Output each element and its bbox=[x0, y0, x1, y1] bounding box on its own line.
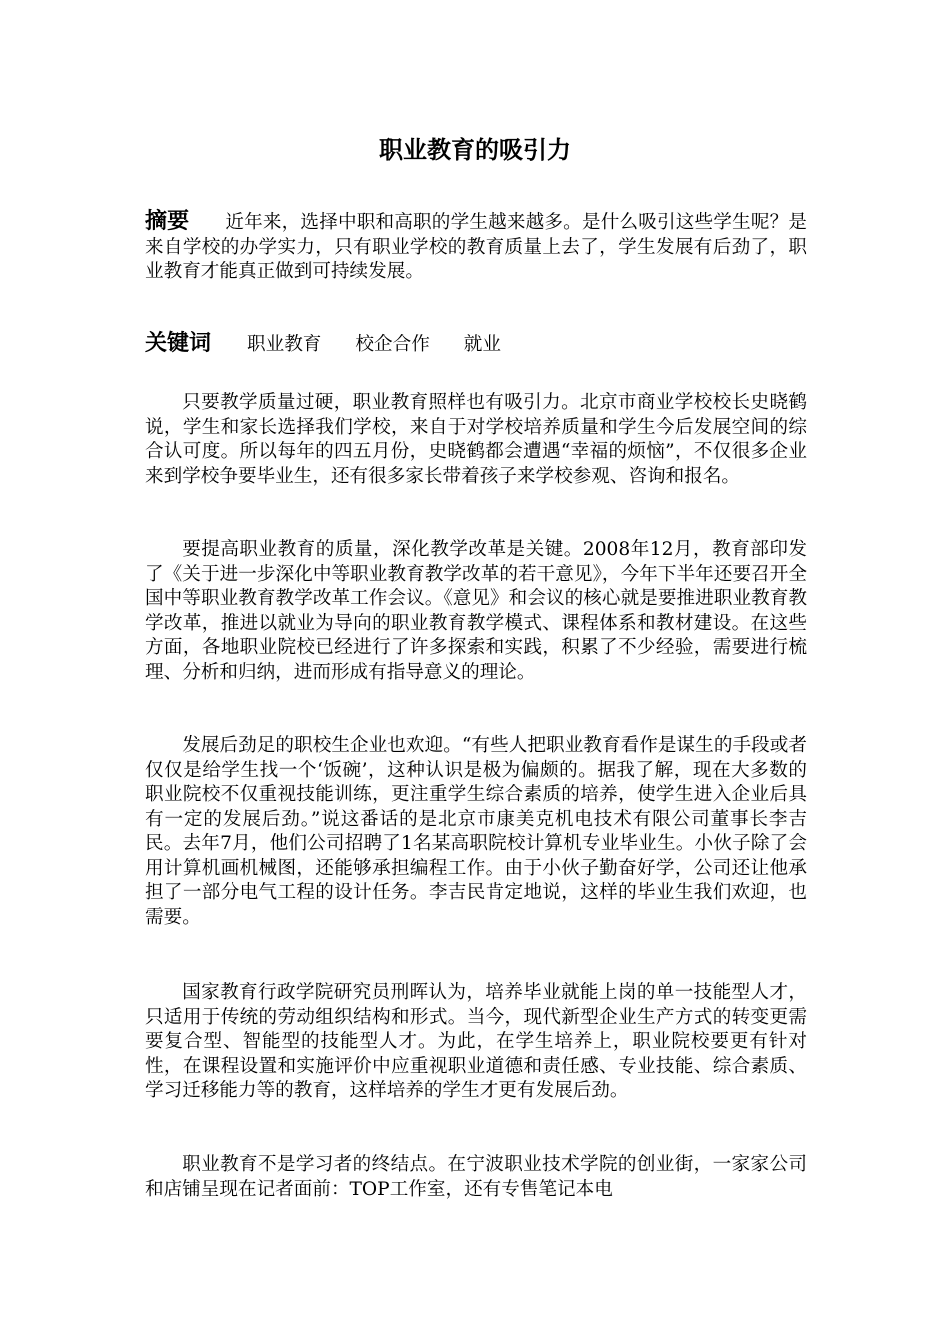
keywords-label: 关键词 bbox=[145, 331, 212, 356]
keywords-section bbox=[145, 332, 807, 358]
body-paragraph: 国家教育行政学院研究员刑晖认为，培养毕业就能上岗的单一技能型人才，只适用于传统的劳动组织结构和形式。当今，现代新型企业生产方式的转变更需要复合型、智能型的技能型人才。为此，在学生培养上，职业院校要更有针对性，在课程设置和实施评价中应重视职业道德和责任感、专业技能、综合素质、学习迁移能力等的教育，这样培养的学生才更有发展后劲。 bbox=[145, 982, 807, 1101]
abstract-section bbox=[145, 210, 807, 285]
body-paragraph: 职业教育不是学习者的终结点。在宁波职业技术学院的创业街，一家家公司和店铺呈现在记者面前：TOP工作室，还有专售笔记本电 bbox=[145, 1154, 807, 1200]
keyword-item: 就业 bbox=[463, 334, 501, 355]
body-paragraph: 发展后劲足的职校生企业也欢迎。“有些人把职业教育看作是谋生的手段或者仅仅是给学生找一个‘饭碗’，这种认识是极为偏颇的。据我了解，现在大多数的职业院校不仅重视技能训练，更注重学生综合素质的培养，使学生进入企业后具有一定的发展后劲。”说这番话的是北京市康美克机电技术有限公司董事长李吉民。去年7月，他们公司招聘了1名某高职院校计算机专业毕业生。小伙子除了会用计算机画机械图，还能够承担编程工作。由于小伙子勤奋好学，公司还让他承担了一部分电气工程的设计任务。李吉民肯定地说，这样的毕业生我们欢迎，也需要。 bbox=[145, 735, 807, 928]
body-paragraph: 只要教学质量过硬，职业教育照样也有吸引力。北京市商业学校校长史晓鹤说，学生和家长选择我们学校，来自于对学校培养质量和学生今后发展空间的综合认可度。所以每年的四五月份，史晓鹤都会遭遇“幸福的烦恼”，不仅很多企业来到学校争要毕业生，还有很多家长带着孩子来学校参观、咨询和报名。 bbox=[145, 392, 807, 487]
abstract-text: 近年来，选择中职和高职的学生越来越多。是什么吸引这些学生呢？是来自学校的办学实力，只有职业学校的教育质量上去了，学生发展有后劲了，职业教育才能真正做到可持续发展。 bbox=[145, 212, 807, 282]
document-title: 职业教育的吸引力 bbox=[379, 136, 571, 164]
body-paragraph: 要提高职业教育的质量，深化教学改革是关键。2008年12月，教育部印发了《关于进一步深化中等职业教育教学改革的若干意见》，今年下半年还要召开全国中等职业教育教学改革工作会议。《意见》和会议的核心就是要推进职业教育教学改革，推进以就业为导向的职业教育教学模式、课程体系和教材建设。在这些方面，各地职业院校已经进行了许多探索和实践，积累了不少经验，需要进行梳理、分析和归纳，进而形成有指导意义的理论。 bbox=[145, 539, 807, 683]
keyword-item: 校企合作 bbox=[355, 334, 430, 355]
keyword-item: 职业教育 bbox=[247, 334, 322, 355]
abstract-label: 摘要 bbox=[145, 209, 190, 234]
